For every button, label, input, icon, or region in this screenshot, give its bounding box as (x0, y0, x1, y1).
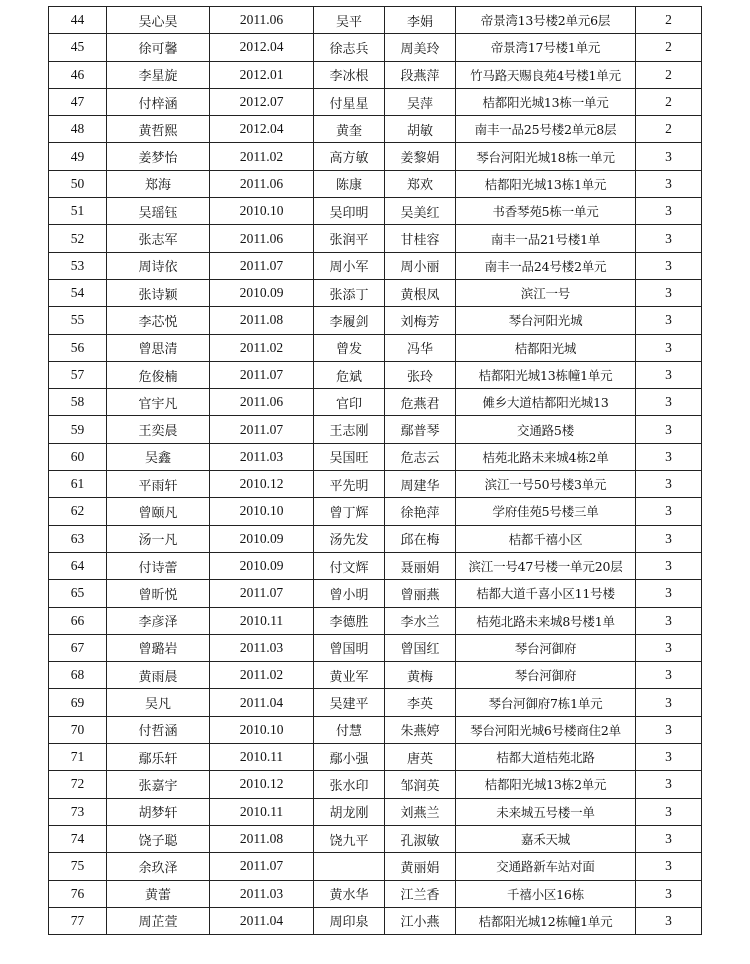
mother-name-cell: 刘燕兰 (385, 798, 456, 825)
student-name-cell: 黄雨晨 (107, 662, 210, 689)
father-name-cell: 曾丁辉 (314, 498, 385, 525)
row-number-cell: 44 (49, 7, 107, 34)
student-name-cell: 曾思清 (107, 334, 210, 361)
table-row (49, 825, 702, 852)
father-name-cell: 汤先发 (314, 525, 385, 552)
table-row (49, 34, 702, 61)
birth-date-cell: 2010.10 (210, 716, 314, 743)
row-number-cell: 77 (49, 907, 107, 934)
grade-cell: 3 (636, 334, 702, 361)
birth-date-cell: 2010.11 (210, 798, 314, 825)
grade-cell: 3 (636, 389, 702, 416)
row-number-cell: 65 (49, 580, 107, 607)
mother-name-cell: 吴美红 (385, 198, 456, 225)
birth-date-cell: 2011.06 (210, 389, 314, 416)
address-cell: 桔都大道千喜小区11号楼 (456, 580, 636, 607)
father-name-cell: 付慧 (314, 716, 385, 743)
mother-name-cell: 黄梅 (385, 662, 456, 689)
mother-name-cell: 危志云 (385, 443, 456, 470)
student-name-cell: 吴瑶钰 (107, 198, 210, 225)
father-name-cell: 曾发 (314, 334, 385, 361)
birth-date-cell: 2011.07 (210, 252, 314, 279)
father-name-cell: 曾小明 (314, 580, 385, 607)
address-cell: 桔都阳光城13栋1单元 (456, 170, 636, 197)
address-cell: 桔都阳光城13栋2单元 (456, 771, 636, 798)
father-name-cell: 付文辉 (314, 552, 385, 579)
grade-cell: 3 (636, 853, 702, 880)
address-cell: 帝景湾13号楼2单元6层 (456, 7, 636, 34)
mother-name-cell: 江小燕 (385, 907, 456, 934)
father-name-cell: 徐志兵 (314, 34, 385, 61)
birth-date-cell: 2010.11 (210, 744, 314, 771)
row-number-cell: 67 (49, 634, 107, 661)
mother-name-cell: 冯华 (385, 334, 456, 361)
mother-name-cell: 吴萍 (385, 88, 456, 115)
address-cell: 傩乡大道桔都阳光城13 (456, 389, 636, 416)
birth-date-cell: 2011.04 (210, 689, 314, 716)
row-number-cell: 48 (49, 116, 107, 143)
student-name-cell: 饶子聪 (107, 825, 210, 852)
mother-name-cell: 甘桂容 (385, 225, 456, 252)
mother-name-cell: 姜黎娟 (385, 143, 456, 170)
address-cell: 帝景湾17号楼1单元 (456, 34, 636, 61)
mother-name-cell: 段燕萍 (385, 61, 456, 88)
address-cell: 琴台河阳光城6号楼商住2单 (456, 716, 636, 743)
row-number-cell: 49 (49, 143, 107, 170)
father-name-cell: 周印泉 (314, 907, 385, 934)
grade-cell: 3 (636, 662, 702, 689)
row-number-cell: 68 (49, 662, 107, 689)
mother-name-cell: 李英 (385, 689, 456, 716)
address-cell: 桔都阳光城 (456, 334, 636, 361)
birth-date-cell: 2011.07 (210, 361, 314, 388)
mother-name-cell: 徐艳萍 (385, 498, 456, 525)
table-row (49, 689, 702, 716)
grade-cell: 3 (636, 471, 702, 498)
grade-cell: 3 (636, 607, 702, 634)
birth-date-cell: 2010.09 (210, 279, 314, 306)
row-number-cell: 61 (49, 471, 107, 498)
table-row (49, 389, 702, 416)
student-name-cell: 张嘉宇 (107, 771, 210, 798)
address-cell: 琴台河御府 (456, 634, 636, 661)
father-name-cell: 李履剑 (314, 307, 385, 334)
address-cell: 滨江一号 (456, 279, 636, 306)
birth-date-cell: 2011.02 (210, 143, 314, 170)
father-name-cell: 官印 (314, 389, 385, 416)
student-name-cell: 付哲涵 (107, 716, 210, 743)
table-row (49, 471, 702, 498)
row-number-cell: 59 (49, 416, 107, 443)
address-cell: 琴台河阳光城18栋一单元 (456, 143, 636, 170)
row-number-cell: 75 (49, 853, 107, 880)
student-name-cell: 姜梦怡 (107, 143, 210, 170)
table-row (49, 853, 702, 880)
table-row (49, 525, 702, 552)
row-number-cell: 47 (49, 88, 107, 115)
mother-name-cell: 聂丽娟 (385, 552, 456, 579)
table-row (49, 61, 702, 88)
student-name-cell: 王奕晨 (107, 416, 210, 443)
table-row (49, 7, 702, 34)
grade-cell: 3 (636, 498, 702, 525)
table-row (49, 716, 702, 743)
address-cell: 琴台河御府 (456, 662, 636, 689)
birth-date-cell: 2012.01 (210, 61, 314, 88)
table-row (49, 88, 702, 115)
student-name-cell: 周芷萱 (107, 907, 210, 934)
grade-cell: 3 (636, 279, 702, 306)
mother-name-cell: 孔淑敏 (385, 825, 456, 852)
student-name-cell: 张诗颖 (107, 279, 210, 306)
birth-date-cell: 2011.02 (210, 662, 314, 689)
father-name-cell: 黄奎 (314, 116, 385, 143)
father-name-cell: 吴印明 (314, 198, 385, 225)
birth-date-cell: 2012.04 (210, 116, 314, 143)
mother-name-cell: 朱燕婷 (385, 716, 456, 743)
address-cell: 学府佳苑5号楼三单 (456, 498, 636, 525)
table-row (49, 907, 702, 934)
address-cell: 南丰一品24号楼2单元 (456, 252, 636, 279)
father-name-cell: 李冰根 (314, 61, 385, 88)
grade-cell: 3 (636, 552, 702, 579)
student-name-cell: 张志军 (107, 225, 210, 252)
mother-name-cell: 周建华 (385, 471, 456, 498)
row-number-cell: 51 (49, 198, 107, 225)
row-number-cell: 56 (49, 334, 107, 361)
birth-date-cell: 2011.07 (210, 416, 314, 443)
row-number-cell: 50 (49, 170, 107, 197)
student-name-cell: 余玖泽 (107, 853, 210, 880)
row-number-cell: 57 (49, 361, 107, 388)
father-name-cell: 张水印 (314, 771, 385, 798)
address-cell: 桔都阳光城13栋一单元 (456, 88, 636, 115)
mother-name-cell: 张玲 (385, 361, 456, 388)
grade-cell: 3 (636, 225, 702, 252)
father-name-cell: 张添丁 (314, 279, 385, 306)
address-cell: 桔苑北路未来城8号楼1单 (456, 607, 636, 634)
table-row (49, 116, 702, 143)
grade-cell: 3 (636, 771, 702, 798)
row-number-cell: 76 (49, 880, 107, 907)
grade-cell: 2 (636, 88, 702, 115)
table-row (49, 252, 702, 279)
row-number-cell: 71 (49, 744, 107, 771)
birth-date-cell: 2010.09 (210, 525, 314, 552)
row-number-cell: 60 (49, 443, 107, 470)
address-cell: 交通路5楼 (456, 416, 636, 443)
father-name-cell: 胡龙刚 (314, 798, 385, 825)
student-name-cell: 胡梦轩 (107, 798, 210, 825)
grade-cell: 3 (636, 744, 702, 771)
grade-cell: 3 (636, 798, 702, 825)
grade-cell: 3 (636, 198, 702, 225)
mother-name-cell: 曾国红 (385, 634, 456, 661)
grade-cell: 3 (636, 907, 702, 934)
row-number-cell: 62 (49, 498, 107, 525)
mother-name-cell: 黄根凤 (385, 279, 456, 306)
student-name-cell: 平雨轩 (107, 471, 210, 498)
row-number-cell: 69 (49, 689, 107, 716)
student-name-cell: 曾昕悦 (107, 580, 210, 607)
birth-date-cell: 2011.06 (210, 225, 314, 252)
birth-date-cell: 2010.12 (210, 471, 314, 498)
grade-cell: 3 (636, 252, 702, 279)
address-cell: 书香琴苑5栋一单元 (456, 198, 636, 225)
birth-date-cell: 2011.02 (210, 334, 314, 361)
table-row (49, 798, 702, 825)
grade-cell: 3 (636, 689, 702, 716)
mother-name-cell: 危燕君 (385, 389, 456, 416)
father-name-cell: 王志刚 (314, 416, 385, 443)
table-row (49, 225, 702, 252)
father-name-cell: 周小军 (314, 252, 385, 279)
address-cell: 交通路新车站对面 (456, 853, 636, 880)
father-name-cell: 李德胜 (314, 607, 385, 634)
grade-cell: 3 (636, 143, 702, 170)
father-name-cell: 张润平 (314, 225, 385, 252)
address-cell: 嘉禾天城 (456, 825, 636, 852)
father-name-cell: 鄢小强 (314, 744, 385, 771)
father-name-cell: 高方敏 (314, 143, 385, 170)
table-row (49, 443, 702, 470)
row-number-cell: 45 (49, 34, 107, 61)
student-name-cell: 付诗蕾 (107, 552, 210, 579)
mother-name-cell: 刘梅芳 (385, 307, 456, 334)
mother-name-cell: 李娟 (385, 7, 456, 34)
mother-name-cell: 周小丽 (385, 252, 456, 279)
row-number-cell: 64 (49, 552, 107, 579)
row-number-cell: 63 (49, 525, 107, 552)
birth-date-cell: 2011.07 (210, 580, 314, 607)
row-number-cell: 46 (49, 61, 107, 88)
row-number-cell: 54 (49, 279, 107, 306)
birth-date-cell: 2011.08 (210, 825, 314, 852)
student-roster-table (48, 6, 702, 935)
birth-date-cell: 2010.11 (210, 607, 314, 634)
mother-name-cell: 郑欢 (385, 170, 456, 197)
birth-date-cell: 2011.06 (210, 7, 314, 34)
father-name-cell: 平先明 (314, 471, 385, 498)
student-name-cell: 付梓涵 (107, 88, 210, 115)
grade-cell: 3 (636, 170, 702, 197)
address-cell: 竹马路天赐良苑4号楼1单元 (456, 61, 636, 88)
table-row (49, 662, 702, 689)
grade-cell: 3 (636, 361, 702, 388)
address-cell: 桔都千禧小区 (456, 525, 636, 552)
father-name-cell: 陈康 (314, 170, 385, 197)
birth-date-cell: 2011.06 (210, 170, 314, 197)
student-name-cell: 吴心昊 (107, 7, 210, 34)
student-name-cell: 徐可馨 (107, 34, 210, 61)
grade-cell: 3 (636, 525, 702, 552)
mother-name-cell: 邹润英 (385, 771, 456, 798)
grade-cell: 2 (636, 7, 702, 34)
student-name-cell: 曾颐凡 (107, 498, 210, 525)
address-cell: 琴台河阳光城 (456, 307, 636, 334)
grade-cell: 3 (636, 825, 702, 852)
birth-date-cell: 2011.03 (210, 880, 314, 907)
row-number-cell: 52 (49, 225, 107, 252)
student-name-cell: 鄢乐轩 (107, 744, 210, 771)
grade-cell: 3 (636, 716, 702, 743)
birth-date-cell: 2012.07 (210, 88, 314, 115)
grade-cell: 2 (636, 61, 702, 88)
table-row (49, 580, 702, 607)
table-row (49, 361, 702, 388)
table-row (49, 634, 702, 661)
table-row (49, 198, 702, 225)
row-number-cell: 74 (49, 825, 107, 852)
table-row (49, 607, 702, 634)
grade-cell: 3 (636, 580, 702, 607)
address-cell: 桔都大道桔苑北路 (456, 744, 636, 771)
table-row (49, 334, 702, 361)
birth-date-cell: 2010.09 (210, 552, 314, 579)
birth-date-cell: 2010.10 (210, 198, 314, 225)
grade-cell: 3 (636, 416, 702, 443)
student-name-cell: 周诗依 (107, 252, 210, 279)
father-name-cell: 饶九平 (314, 825, 385, 852)
table-row (49, 744, 702, 771)
father-name-cell: 吴国旺 (314, 443, 385, 470)
mother-name-cell: 李水兰 (385, 607, 456, 634)
student-name-cell: 危俊楠 (107, 361, 210, 388)
row-number-cell: 66 (49, 607, 107, 634)
grade-cell: 2 (636, 34, 702, 61)
student-name-cell: 汤一凡 (107, 525, 210, 552)
birth-date-cell: 2011.03 (210, 443, 314, 470)
mother-name-cell: 周美玲 (385, 34, 456, 61)
table-row (49, 498, 702, 525)
mother-name-cell: 鄢普琴 (385, 416, 456, 443)
mother-name-cell: 曾丽燕 (385, 580, 456, 607)
row-number-cell: 72 (49, 771, 107, 798)
birth-date-cell: 2010.12 (210, 771, 314, 798)
address-cell: 千禧小区16栋 (456, 880, 636, 907)
birth-date-cell: 2011.04 (210, 907, 314, 934)
father-name-cell: 危斌 (314, 361, 385, 388)
birth-date-cell: 2011.08 (210, 307, 314, 334)
student-name-cell: 李芯悦 (107, 307, 210, 334)
grade-cell: 3 (636, 880, 702, 907)
row-number-cell: 70 (49, 716, 107, 743)
father-name-cell (314, 853, 385, 880)
table-row (49, 279, 702, 306)
birth-date-cell: 2011.07 (210, 853, 314, 880)
father-name-cell: 曾国明 (314, 634, 385, 661)
student-name-cell: 官宇凡 (107, 389, 210, 416)
mother-name-cell: 唐英 (385, 744, 456, 771)
father-name-cell: 吴建平 (314, 689, 385, 716)
student-name-cell: 吴鑫 (107, 443, 210, 470)
father-name-cell: 黄业军 (314, 662, 385, 689)
address-cell: 桔都阳光城12栋幢1单元 (456, 907, 636, 934)
student-name-cell: 李星旋 (107, 61, 210, 88)
table-row (49, 143, 702, 170)
roster-body (49, 7, 702, 935)
row-number-cell: 73 (49, 798, 107, 825)
birth-date-cell: 2011.03 (210, 634, 314, 661)
student-name-cell: 吴凡 (107, 689, 210, 716)
student-name-cell: 李彦泽 (107, 607, 210, 634)
mother-name-cell: 黄丽娟 (385, 853, 456, 880)
father-name-cell: 付星星 (314, 88, 385, 115)
address-cell: 南丰一品21号楼1单 (456, 225, 636, 252)
birth-date-cell: 2010.10 (210, 498, 314, 525)
mother-name-cell: 邱在梅 (385, 525, 456, 552)
address-cell: 桔苑北路未来城4栋2单 (456, 443, 636, 470)
row-number-cell: 58 (49, 389, 107, 416)
table-row (49, 552, 702, 579)
grade-cell: 3 (636, 307, 702, 334)
mother-name-cell: 胡敏 (385, 116, 456, 143)
address-cell: 滨江一号50号楼3单元 (456, 471, 636, 498)
table-row (49, 170, 702, 197)
father-name-cell: 黄水华 (314, 880, 385, 907)
birth-date-cell: 2012.04 (210, 34, 314, 61)
table-row (49, 880, 702, 907)
student-roster-sheet (48, 6, 702, 935)
mother-name-cell: 江兰香 (385, 880, 456, 907)
student-name-cell: 曾璐岩 (107, 634, 210, 661)
table-row (49, 307, 702, 334)
address-cell: 未来城五号楼一单 (456, 798, 636, 825)
row-number-cell: 55 (49, 307, 107, 334)
student-name-cell: 黄蕾 (107, 880, 210, 907)
grade-cell: 3 (636, 443, 702, 470)
father-name-cell: 吴平 (314, 7, 385, 34)
student-name-cell: 黄哲熙 (107, 116, 210, 143)
table-row (49, 416, 702, 443)
address-cell: 南丰一品25号楼2单元8层 (456, 116, 636, 143)
grade-cell: 2 (636, 116, 702, 143)
table-row (49, 771, 702, 798)
address-cell: 琴台河御府7栋1单元 (456, 689, 636, 716)
address-cell: 滨江一号47号楼一单元20层 (456, 552, 636, 579)
address-cell: 桔都阳光城13栋幢1单元 (456, 361, 636, 388)
grade-cell: 3 (636, 634, 702, 661)
student-name-cell: 郑海 (107, 170, 210, 197)
row-number-cell: 53 (49, 252, 107, 279)
